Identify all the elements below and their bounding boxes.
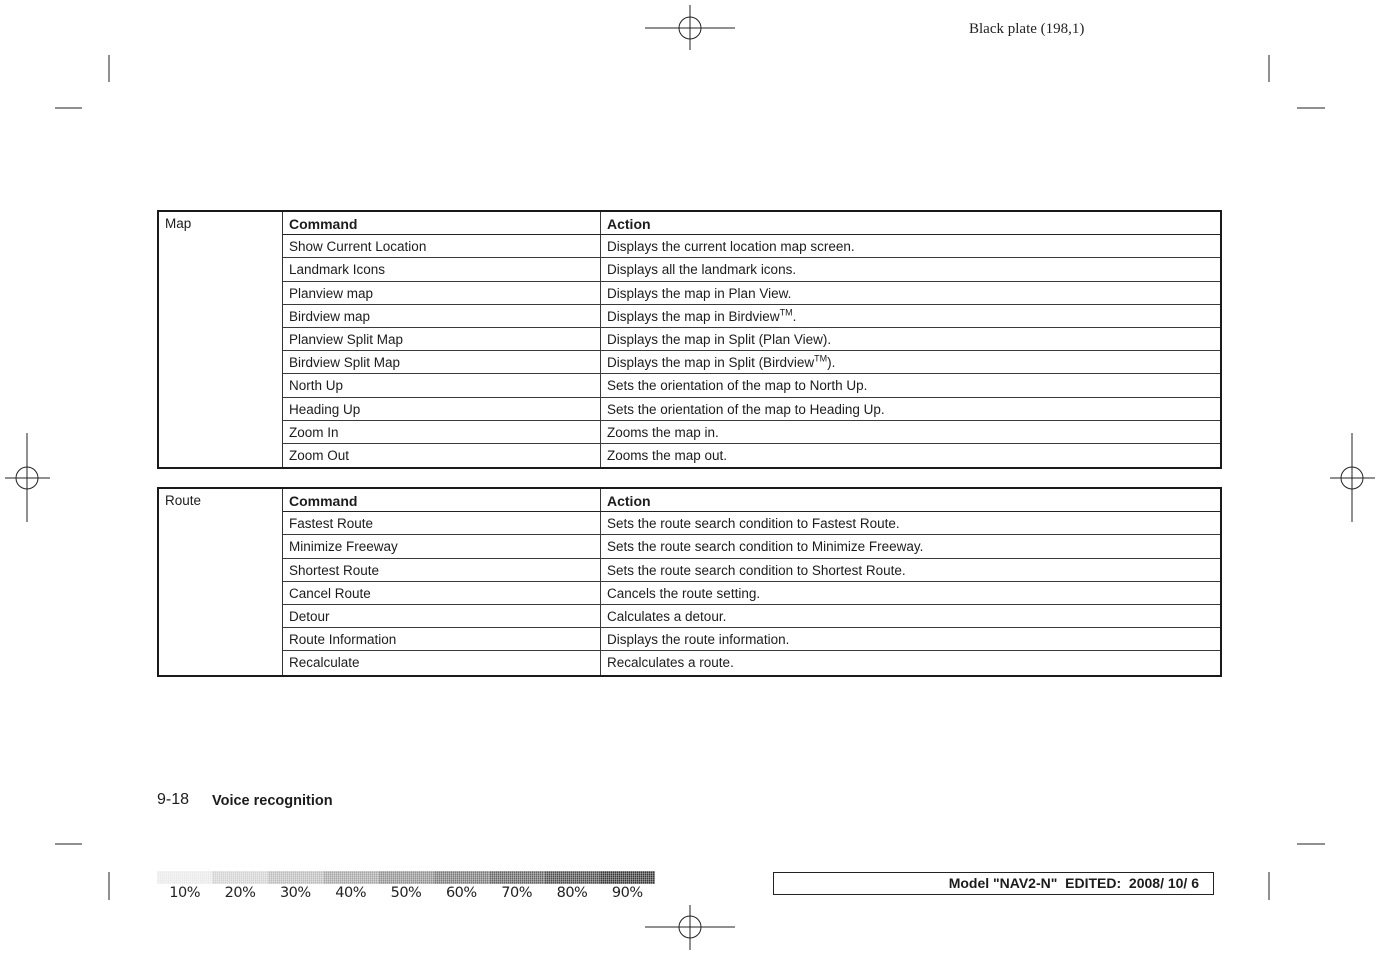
section-title: Voice recognition [212,793,333,809]
gray-scale-label: 60% [445,885,477,901]
action-text: Sets the orientation of the map to Heading Up. [607,401,885,417]
column-header-command: Command [283,489,601,511]
command-cell: Heading Up [283,398,601,420]
crop-mark-bottom-right [1269,844,1325,900]
gray-scale-label: 50% [390,885,422,901]
map-commands-table [157,210,1222,469]
command-cell: Planview Split Map [283,328,601,350]
command-cell: Detour [283,605,601,627]
action-cell [601,235,1220,257]
action-text: Displays the map in Split (Birdview [607,355,815,371]
gray-scale-labels [157,884,655,902]
registration-mark-right [1330,433,1375,522]
action-cell [601,374,1220,396]
action-cell [601,559,1220,581]
action-cell [601,444,1220,467]
gray-scale-segment [544,871,599,884]
model-edited-stamp: Model "NAV2-N" EDITED: 2008/ 10/ 6 [773,872,1214,895]
command-cell: Landmark Icons [283,258,601,280]
table-row [283,559,1220,582]
command-cell: Fastest Route [283,512,601,534]
action-text: Sets the route search condition to Fastest Route. [607,516,900,532]
action-cell [601,628,1220,650]
registration-mark-bottom [645,905,735,950]
table-row [283,258,1220,281]
action-cell [601,351,1220,373]
action-text: Cancels the route setting. [607,585,761,601]
registration-mark-left [5,433,50,522]
table-rows [283,212,1220,467]
trademark-superscript: TM [779,307,793,318]
gray-scale-segment [489,871,544,884]
gray-scale-segment [268,871,323,884]
action-text: Displays the route information. [607,632,790,648]
table-rows [283,489,1220,675]
crop-mark-top-left [55,55,109,108]
gray-scale-segment [212,871,267,884]
action-cell [601,582,1220,604]
action-cell [601,605,1220,627]
action-cell [601,398,1220,420]
plate-label: Black plate (198,1) [969,21,1085,37]
gray-scale-label: 90% [611,885,643,901]
gray-scale-segment [600,871,655,884]
action-cell [601,535,1220,557]
gray-scale-strip [157,871,655,884]
trademark-superscript: TM [814,353,828,364]
command-cell: Recalculate [283,651,601,674]
command-cell: Planview map [283,282,601,304]
table-header-row [283,489,1220,512]
command-cell: Shortest Route [283,559,601,581]
action-cell [601,305,1220,327]
action-cell [601,258,1220,280]
action-text: Displays the map in Split (Plan View). [607,331,832,347]
action-text-end: ). [827,355,836,371]
action-cell [601,328,1220,350]
table-row [283,374,1220,397]
crop-mark-bottom-left [55,844,109,900]
command-cell: North Up [283,374,601,396]
action-text: Zooms the map in. [607,424,719,440]
action-text: Sets the route search condition to Minimize Freeway. [607,539,924,555]
table-header-row [283,212,1220,235]
table-row [283,605,1220,628]
action-text: Displays the map in Plan View. [607,285,792,301]
action-cell [601,512,1220,534]
command-cell: Birdview Split Map [283,351,601,373]
action-text: Sets the orientation of the map to North Up. [607,378,868,394]
action-text: Displays all the landmark icons. [607,262,797,278]
table-row [283,651,1220,674]
gray-scale-label: 10% [169,885,201,901]
action-text-end: . [792,308,797,324]
command-cell: Minimize Freeway [283,535,601,557]
action-cell [601,282,1220,304]
action-text: Recalculates a route. [607,655,734,671]
action-cell [601,421,1220,443]
route-commands-table [157,487,1222,677]
table-row [283,351,1220,374]
gray-scale-segment [378,871,433,884]
table-row [283,282,1220,305]
action-text: Displays the map in Birdview [607,308,780,324]
table-group-label: Route [159,489,283,675]
command-cell: Route Information [283,628,601,650]
gray-scale-label: 40% [335,885,367,901]
column-header-action: Action [607,493,651,509]
action-text: Displays the current location map screen. [607,239,855,255]
column-header-command: Command [283,212,601,234]
command-cell: Cancel Route [283,582,601,604]
action-text: Sets the route search condition to Shortest Route. [607,562,906,578]
column-header-action: Action [607,216,651,232]
gray-scale-label: 80% [556,885,588,901]
table-row [283,398,1220,421]
table-row [283,444,1220,467]
command-cell: Zoom In [283,421,601,443]
gray-scale-label: 30% [279,885,311,901]
table-row [283,582,1220,605]
gray-scale-segment [157,871,212,884]
table-row [283,628,1220,651]
command-cell: Birdview map [283,305,601,327]
action-text: Calculates a detour. [607,608,727,624]
table-row [283,235,1220,258]
gray-scale-segment [434,871,489,884]
table-row [283,328,1220,351]
table-row [283,535,1220,558]
command-cell: Show Current Location [283,235,601,257]
table-group-label: Map [159,212,283,467]
table-row [283,305,1220,328]
table-row [283,512,1220,535]
command-cell: Zoom Out [283,444,601,467]
crop-mark-top-right [1269,55,1325,108]
action-text: Zooms the map out. [607,447,728,463]
table-row [283,421,1220,444]
page-number: 9-18 [157,791,190,808]
gray-scale-label: 20% [224,885,256,901]
gray-scale-segment [323,871,378,884]
gray-scale-label: 70% [501,885,532,901]
action-cell [601,651,1220,674]
registration-mark-top [645,5,735,50]
